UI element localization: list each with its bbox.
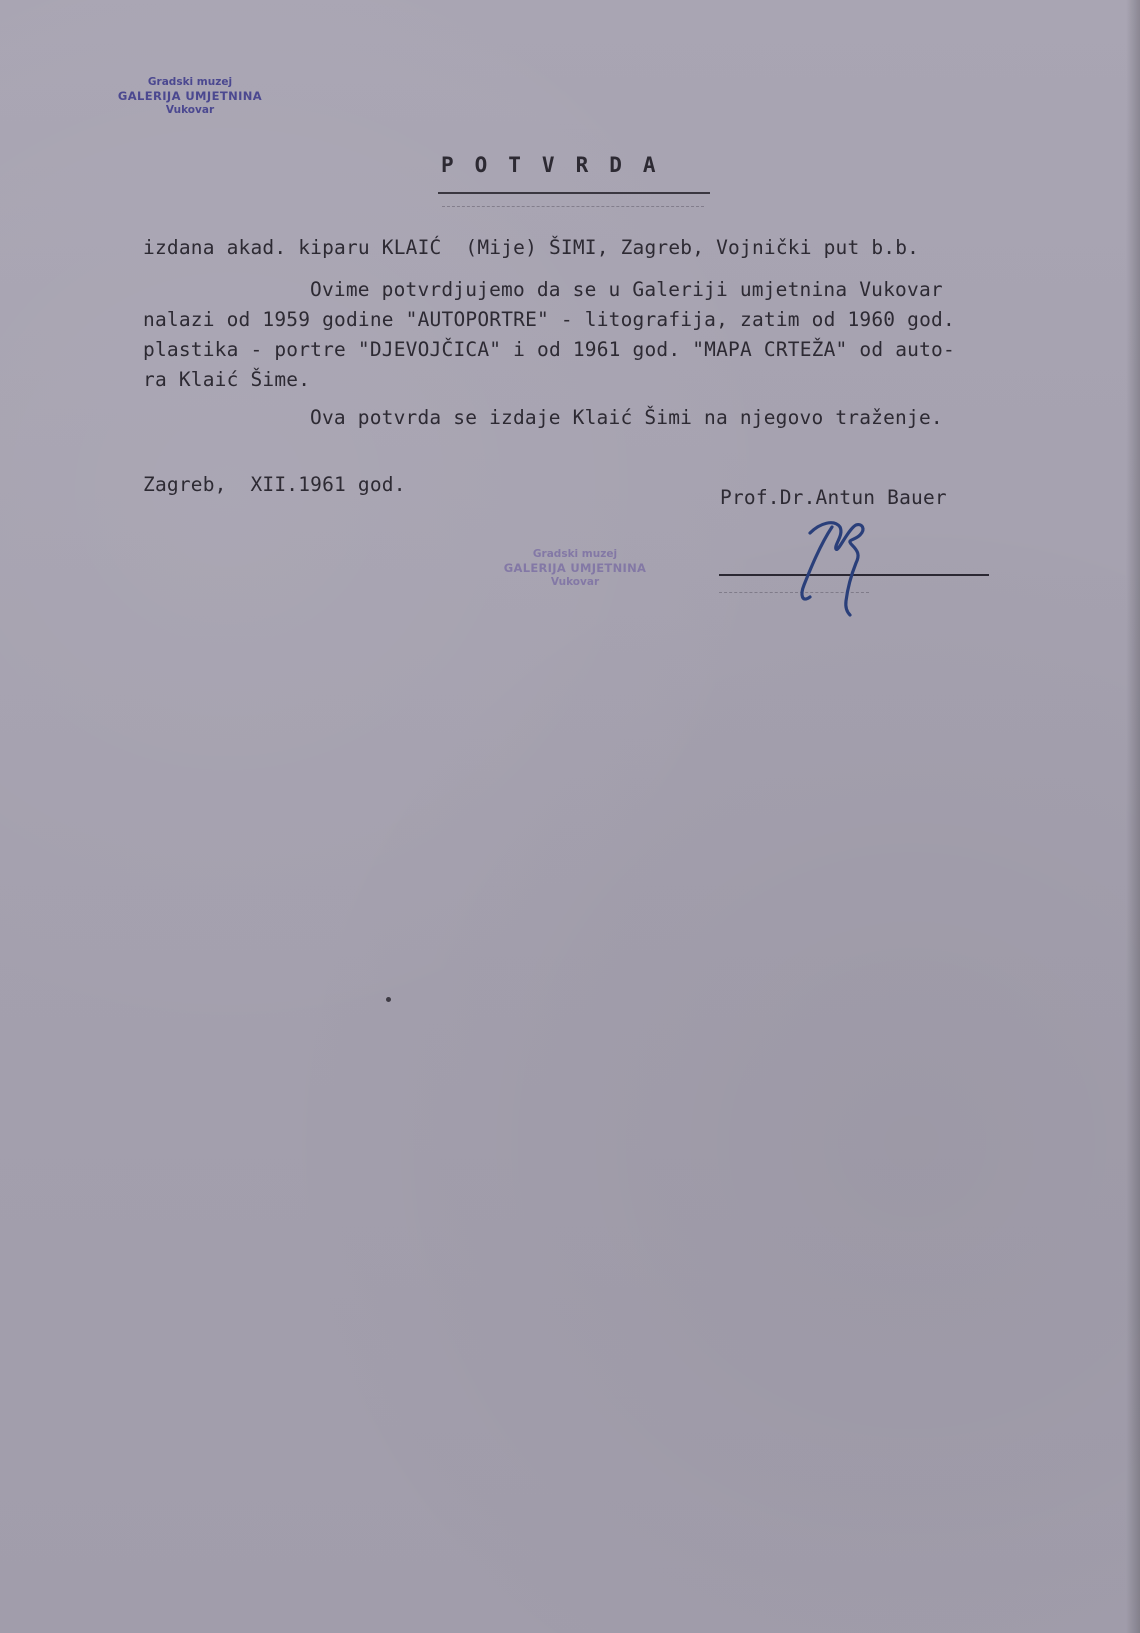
addressee-line: izdana akad. kiparu KLAIĆ (Mije) ŠIMI, Zagreb, Vojnički put b.b. [143,236,920,259]
stamp-line-1: Gradski muzej [532,548,618,560]
stamp-line-3: Vukovar [165,103,215,116]
document-title: POTVRDA [441,153,677,177]
body-line-3: plastika - portre "DJEVOJČICA" i od 1961 god. "MAPA CRTEŽA" od auto- [143,338,955,361]
body-line-2: nalazi od 1959 godine "AUTOPORTRE" - litografija, zatim od 1960 god. [143,308,955,331]
handwritten-signature [790,515,900,625]
paper-speck [386,997,391,1002]
museum-stamp-middle [495,548,655,589]
title-underline [438,192,710,194]
signatory-name: Prof.Dr.Antun Bauer [720,486,947,509]
stamp-line-2: GALERIJA UMJETNINA [117,89,263,104]
body-line-1: Ovime potvrdjujemo da se u Galeriji umjetnina Vukovar [310,278,943,301]
title-dashed-line [442,206,704,207]
stamp-line-1: Gradski muzej [147,76,233,88]
museum-stamp-top [105,76,275,117]
body-line-5: Ova potvrda se izdaje Klaić Šimi na njegovo traženje. [310,406,943,429]
body-line-4: ra Klaić Šime. [143,368,311,391]
date-place: Zagreb, XII.1961 god. [143,473,406,496]
stamp-line-3: Vukovar [550,575,600,588]
stamp-line-2: GALERIJA UMJETNINA [503,561,647,576]
